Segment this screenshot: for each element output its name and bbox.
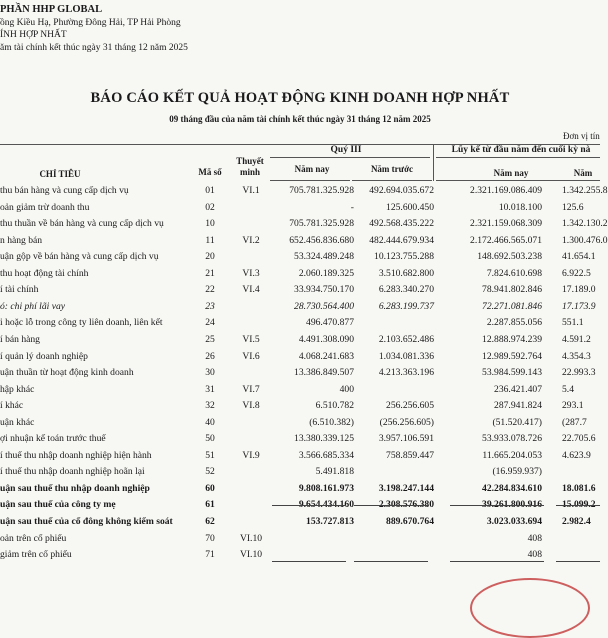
ytd-this-year-value: 236.421.407: [494, 383, 542, 395]
ytd-this-year-value: 408: [527, 532, 542, 544]
row-code: 60: [205, 482, 215, 494]
ytd-last-year-value: (287.7: [562, 416, 587, 428]
table-row: [0, 315, 600, 331]
ytd-this-year-value: 39.261.800.916: [482, 499, 542, 511]
row-label: uận khác: [0, 416, 35, 428]
ytd-this-year-value: 2.321.169.086.409: [470, 185, 542, 196]
row-label: uận gộp về bán hàng và cung cấp dịch vụ: [0, 251, 159, 263]
row-label: uận thuần từ hoạt động kinh doanh: [0, 367, 134, 379]
q-last-year-value: 10.123.755.288: [374, 251, 434, 263]
q-this-year-value: 9.808.161.973: [298, 482, 354, 494]
table-row: [0, 415, 600, 431]
q-this-year-value: 705.781.325.928: [289, 218, 354, 230]
ytd-this-year-value: 287.941.824: [494, 400, 542, 412]
q-last-year-value: 492.568.435.222: [369, 218, 434, 230]
ytd-this-year-value: 53.984.599.143: [482, 367, 542, 379]
ytd-this-year-value: (51.520.417): [492, 416, 542, 428]
subtotal-rule-3: [450, 505, 544, 506]
document-header: [0, 4, 188, 54]
row-label: uận sau thuế thu nhập doanh nghiệp: [0, 482, 150, 494]
ytd-last-year-value: 17.173.9: [562, 300, 596, 312]
report-title: BÁO CÁO KẾT QUẢ HOẠT ĐỘNG KINH DOANH HỢP NHẤT: [90, 90, 510, 106]
row-note: VI.4: [242, 284, 260, 296]
ytd-underline: [436, 157, 600, 158]
ytd-this-year-value: 2.321.159.068.309: [470, 218, 542, 230]
row-note: VI.10: [239, 532, 263, 544]
group-ytd-header: Lũy kế từ đầu năm đến cuối kỳ nà: [451, 145, 591, 155]
q-last-year-value: 758.859.447: [386, 449, 434, 461]
table-row: [0, 249, 600, 265]
q-last-year-value: 3.198.247.144: [378, 482, 434, 494]
q-this-year-value: -: [350, 201, 354, 213]
q-this-year-value: 705.781.325.928: [289, 185, 354, 196]
row-label: hập khác: [0, 383, 35, 395]
row-label: í tài chính: [0, 284, 39, 296]
total-rule-3: [450, 561, 544, 562]
q-this-year-value: (6.510.382): [309, 416, 354, 428]
ytd-this-year-value: 12.989.592.764: [482, 350, 542, 362]
ytd-last-year-value: 1.342.130.2: [562, 218, 608, 230]
q-this-year-value: 53.324.489.248: [294, 251, 354, 263]
q-this-year-value: 33.934.750.170: [294, 284, 354, 296]
table-row: [0, 481, 600, 497]
row-code: 11: [205, 234, 215, 246]
row-note: VI.9: [242, 449, 260, 461]
row-label: uận sau thuế của cổ đông không kiểm soát: [0, 516, 173, 527]
subtotal-rule-4: [556, 505, 600, 506]
ytd-last-year-value: 2.982.4: [562, 516, 591, 527]
table-row: [0, 448, 600, 464]
total-rule-2: [354, 561, 428, 562]
row-code: 30: [205, 367, 215, 379]
row-code: 02: [205, 201, 215, 213]
row-code: 70: [205, 532, 215, 544]
ytd-this-year-value: 408: [527, 549, 542, 561]
ytd-last-year-value: 41.654.1: [562, 251, 596, 263]
row-label: ợi nhuận kế toán trước thuế: [0, 433, 106, 445]
table-row: [0, 200, 600, 216]
q-last-year-value: 889.670.764: [386, 516, 434, 527]
table-row: [0, 282, 600, 298]
row-label: í khác: [0, 400, 24, 412]
row-code: 50: [205, 433, 215, 445]
subheader-rule-2: [352, 180, 432, 181]
q-this-year-value: 2.060.189.325: [298, 267, 354, 279]
group-quarter-header: Quý III: [330, 145, 362, 155]
q-this-year-value: 652.456.836.680: [289, 234, 354, 246]
ytd-this-year-value: 72.271.081.846: [482, 300, 542, 312]
col-header-q-last-year: Năm trước: [370, 164, 414, 174]
currency-unit: Đơn vị tín: [563, 131, 600, 141]
quarter-underline: [270, 157, 430, 158]
ytd-this-year-value: 42.284.834.610: [482, 482, 542, 494]
q-last-year-value: 492.694.035.672: [369, 185, 434, 196]
q-this-year-value: 3.566.685.334: [298, 449, 354, 461]
row-code: 62: [205, 516, 215, 527]
ytd-last-year-value: 6.922.5: [562, 267, 591, 279]
ytd-last-year-value: 15.099.2: [562, 499, 596, 511]
table-row: [0, 531, 600, 547]
col-header-thuyet-minh: Thuyết minh: [236, 156, 264, 177]
ytd-this-year-value: 78.941.802.846: [482, 284, 542, 296]
row-note: VI.8: [242, 400, 260, 412]
subtotal-rule-1: [272, 505, 346, 506]
row-code: 20: [205, 251, 215, 263]
ytd-this-year-value: 148.692.503.238: [477, 251, 542, 263]
q-last-year-value: 256.256.605: [386, 400, 434, 412]
table-row: [0, 233, 608, 249]
ytd-last-year-value: 1.300.476.0: [562, 234, 608, 246]
q-last-year-value: (256.256.605): [379, 416, 434, 428]
group-divider: [433, 145, 434, 181]
q-last-year-value: 6.283.199.737: [378, 300, 434, 312]
ytd-this-year-value: 10.018.100: [498, 201, 542, 213]
table-row: [0, 299, 600, 315]
report-subtitle: 09 tháng đầu của năm tài chính kết thúc ngày 31 tháng 12 năm 2025: [169, 114, 431, 124]
q-this-year-value: 4.068.241.683: [298, 350, 354, 362]
q-this-year-value: 153.727.813: [306, 516, 354, 527]
q-last-year-value: 3.510.682.800: [378, 267, 434, 279]
q-last-year-value: 2.103.652.486: [378, 333, 434, 345]
ytd-last-year-value: 22.705.6: [562, 433, 596, 445]
ytd-this-year-value: (16.959.937): [492, 466, 542, 478]
col-header-ytd-this-year: Năm nay: [493, 168, 529, 178]
ytd-this-year-value: 7.824.610.698: [486, 267, 542, 279]
table-row: [0, 349, 600, 365]
row-code: 31: [205, 383, 215, 395]
q-last-year-value: 4.213.363.196: [378, 367, 434, 379]
q-this-year-value: 9.654.434.160: [298, 499, 354, 511]
report-type: ÍNH HỢP NHẤT: [0, 30, 67, 40]
q-this-year-value: 400: [339, 383, 354, 395]
ytd-this-year-value: 53.933.078.726: [482, 433, 542, 445]
q-last-year-value: 482.444.679.934: [369, 234, 434, 246]
row-label: thu thuần về bán hàng và cung cấp dịch vụ: [0, 218, 164, 230]
col-header-q-this-year: Năm nay: [294, 164, 330, 174]
row-label: oản trên cổ phiếu: [0, 532, 67, 544]
ytd-this-year-value: 12.888.974.239: [482, 333, 542, 345]
row-note: VI.5: [242, 333, 260, 345]
row-note: VI.6: [242, 350, 260, 362]
row-label: n hàng bán: [0, 234, 43, 246]
table-row: [0, 332, 600, 348]
total-rule-4: [556, 561, 600, 562]
row-code: 10: [205, 218, 215, 230]
row-label: í bán hàng: [0, 333, 40, 345]
row-label: ó: chi phí lãi vay: [0, 300, 66, 312]
row-label: í thuế thu nhập doanh nghiệp hiện hành: [0, 449, 152, 461]
row-label: í quản lý doanh nghiệp: [0, 350, 88, 362]
table-row: [0, 431, 600, 447]
ytd-this-year-value: 3.023.033.694: [486, 516, 542, 527]
row-code: 51: [205, 449, 215, 461]
row-note: VI.1: [242, 185, 260, 196]
row-label: i hoặc lỗ trong công ty liên doanh, liên kết: [0, 317, 163, 329]
q-last-year-value: 3.957.106.591: [378, 433, 434, 445]
row-label: í thuế thu nhập doanh nghiệp hoãn lại: [0, 466, 145, 478]
q-this-year-value: 13.386.849.507: [294, 367, 354, 379]
table-row: [0, 216, 608, 232]
table-row: [0, 266, 600, 282]
col-header-chi-tieu: CHỈ TIÊU: [39, 169, 81, 179]
row-label: giảm trên cổ phiếu: [0, 549, 72, 561]
ytd-last-year-value: 293.1: [562, 400, 584, 412]
q-this-year-value: 6.510.782: [315, 400, 354, 412]
company-address: ồng Kiều Hạ, Phường Đông Hải, TP Hải Phòng: [0, 17, 181, 28]
row-code: 23: [205, 300, 215, 312]
ytd-last-year-value: 18.081.6: [562, 482, 596, 494]
total-rule-1: [272, 561, 346, 562]
row-label: thu hoạt động tài chính: [0, 267, 89, 279]
fiscal-period: ăm tài chính kết thúc ngày 31 tháng 12 năm 2025: [0, 42, 188, 53]
row-note: VI.7: [242, 383, 260, 395]
ytd-last-year-value: 4.591.2: [562, 333, 591, 345]
row-code: 52: [205, 466, 215, 478]
ytd-last-year-value: 551.1: [562, 317, 584, 329]
subheader-rule-1: [270, 180, 350, 181]
q-this-year-value: 5.491.818: [315, 466, 354, 478]
subtotal-rule-2: [354, 505, 428, 506]
subheader-rule-3: [436, 180, 600, 181]
ytd-last-year-value: 1.342.255.8: [562, 185, 608, 196]
table-row: [0, 365, 600, 381]
col-header-ytd-last-year: Năm: [573, 168, 593, 178]
company-name: PHẦN HHP GLOBAL: [0, 4, 103, 15]
ytd-this-year-value: 11.665.204.053: [482, 449, 542, 461]
ytd-this-year-value: 2.287.855.056: [486, 317, 542, 329]
row-code: 71: [205, 549, 215, 561]
q-last-year-value: 1.034.081.336: [378, 350, 434, 362]
q-this-year-value: 4.491.308.090: [298, 333, 354, 345]
row-label: thu bán hàng và cung cấp dịch vụ: [0, 185, 129, 196]
row-label: oản giảm trừ doanh thu: [0, 201, 90, 213]
q-this-year-value: 28.730.564.400: [294, 300, 354, 312]
row-note: VI.10: [239, 549, 263, 561]
row-note: VI.2: [242, 234, 260, 246]
row-code: 01: [205, 185, 215, 196]
row-note: VI.3: [242, 267, 260, 279]
row-code: 26: [205, 350, 215, 362]
col-header-ma-so: Mã số: [198, 167, 222, 177]
company-seal-icon: [470, 578, 590, 638]
q-this-year-value: 13.380.339.125: [294, 433, 354, 445]
row-code: 32: [205, 400, 215, 412]
row-code: 25: [205, 333, 215, 345]
table-row: [0, 464, 600, 480]
table-row: [0, 514, 600, 530]
row-code: 40: [205, 416, 215, 428]
q-last-year-value: 6.283.340.270: [378, 284, 434, 296]
row-code: 22: [205, 284, 215, 296]
table-row: [0, 183, 608, 199]
q-last-year-value: 2.308.576.380: [378, 499, 434, 511]
ytd-last-year-value: 4.623.9: [562, 449, 591, 461]
q-last-year-value: 125.600.450: [386, 201, 434, 213]
ytd-last-year-value: 4.354.3: [562, 350, 591, 362]
ytd-last-year-value: 22.993.3: [562, 367, 596, 379]
ytd-last-year-value: 5.4: [562, 383, 574, 395]
table-row: [0, 398, 600, 414]
row-code: 24: [205, 317, 215, 329]
q-this-year-value: 496.470.877: [306, 317, 354, 329]
row-code: 61: [205, 499, 215, 511]
ytd-this-year-value: 2.172.466.565.071: [470, 234, 542, 246]
row-code: 21: [205, 267, 215, 279]
ytd-last-year-value: 17.189.0: [562, 284, 596, 296]
table-row: [0, 382, 600, 398]
row-label: uận sau thuế của công ty mẹ: [0, 499, 116, 511]
ytd-last-year-value: 125.6: [562, 201, 584, 213]
